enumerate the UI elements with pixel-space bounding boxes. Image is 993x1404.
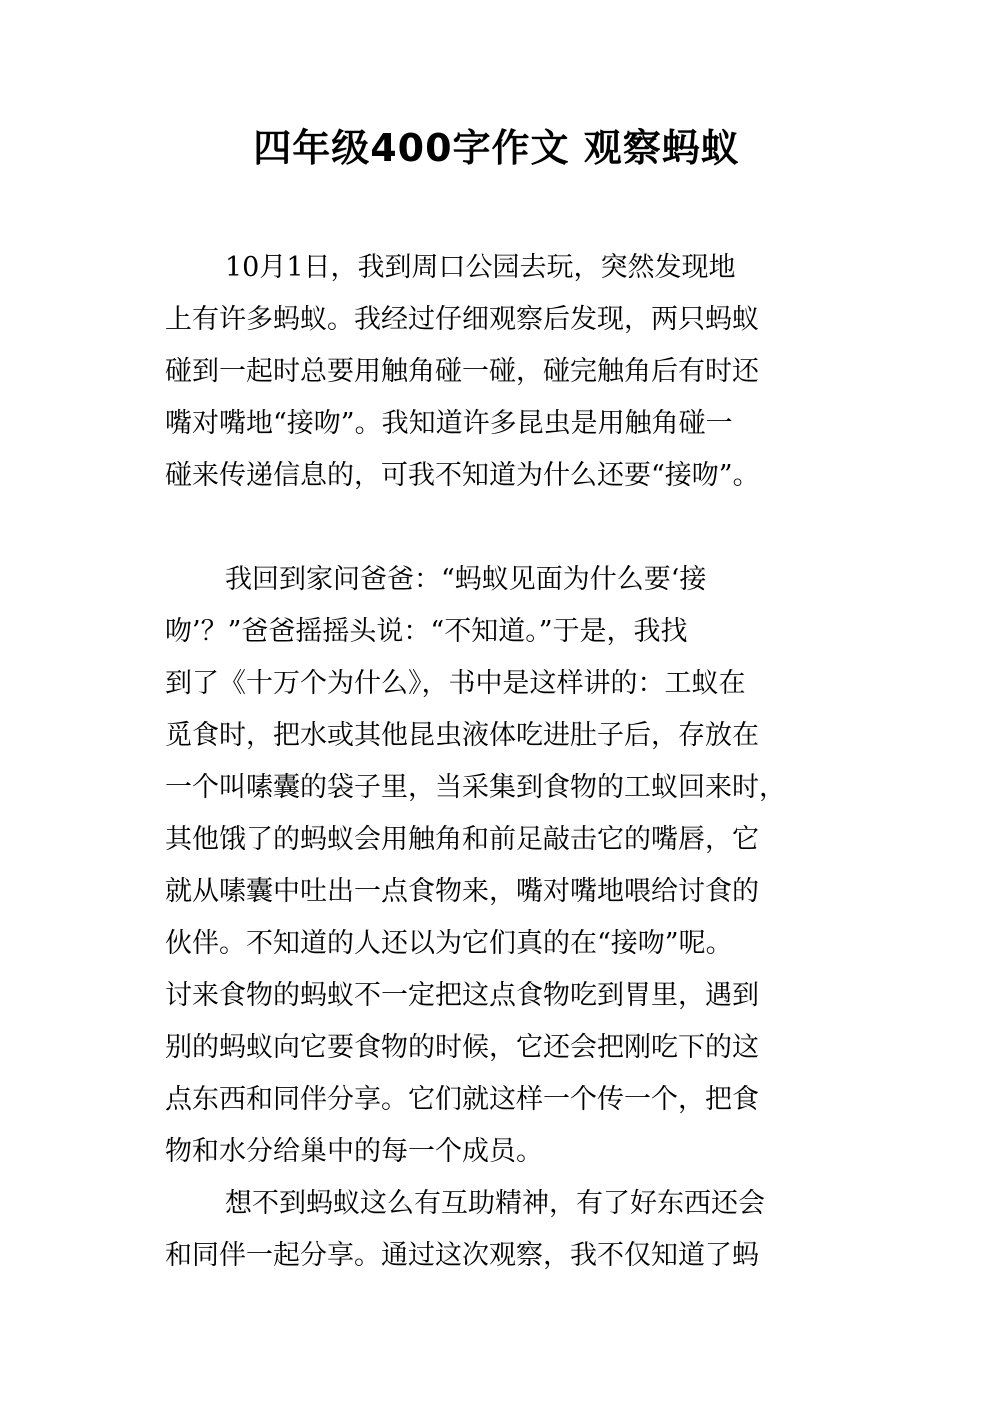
paragraph-2-line-7: 就从嗉囊中吐出一点食物来，嘴对嘴地喂给讨食的 [165, 876, 759, 907]
paragraph-1-line-4: 嘴对嘴地“接吻”。我知道许多昆虫是用触角碰一 [165, 408, 733, 439]
paragraph-2-line-1: 我回到家问爸爸：“蚂蚁见面为什么要‘接 [225, 564, 707, 595]
paragraph-3-line-2: 和同伴一起分享。通过这次观察，我不仅知道了蚂 [165, 1240, 759, 1271]
paragraph-2-line-2: 吻’？”爸爸摇摇头说：“不知道。”于是，我找 [165, 616, 688, 647]
paragraph-1-line-5: 碰来传递信息的，可我不知道为什么还要“接吻”。 [165, 460, 760, 491]
paragraph-1-line-3: 碰到一起时总要用触角碰一碰，碰完触角后有时还 [165, 356, 759, 387]
paragraph-1-line-1: 10月1日，我到周口公园去玩，突然发现地 [225, 252, 736, 283]
paragraph-2-line-10: 别的蚂蚁向它要食物的时候，它还会把刚吃下的这 [165, 1032, 759, 1063]
paragraph-2-line-11: 点东西和同伴分享。它们就这样一个传一个，把食 [165, 1084, 759, 1115]
paragraph-2-line-6: 其他饿了的蚂蚁会用触角和前足敲击它的嘴唇，它 [165, 824, 759, 855]
paragraph-1-line-2: 上有许多蚂蚁。我经过仔细观察后发现，两只蚂蚁 [165, 304, 759, 335]
paragraph-3-line-1: 想不到蚂蚁这么有互助精神，有了好东西还会 [225, 1188, 765, 1219]
paragraph-2-line-8: 伙伴。不知道的人还以为它们真的在“接吻”呢。 [165, 928, 733, 959]
document-title: 四年级400字作文 观察蚂蚁 [253, 126, 740, 170]
paragraph-2-line-3: 到了《十万个为什么》，书中是这样讲的：工蚁在 [165, 668, 746, 699]
paragraph-2-line-4: 觅食时，把水或其他昆虫液体吃进肚子后，存放在 [165, 720, 759, 751]
paragraph-2-line-9: 讨来食物的蚂蚁不一定把这点食物吃到胃里，遇到 [165, 980, 759, 1011]
paragraph-2-line-12: 物和水分给巢中的每一个成员。 [165, 1136, 543, 1167]
paragraph-2-line-5: 一个叫嗉囊的袋子里，当采集到食物的工蚁回来时， [165, 772, 786, 803]
